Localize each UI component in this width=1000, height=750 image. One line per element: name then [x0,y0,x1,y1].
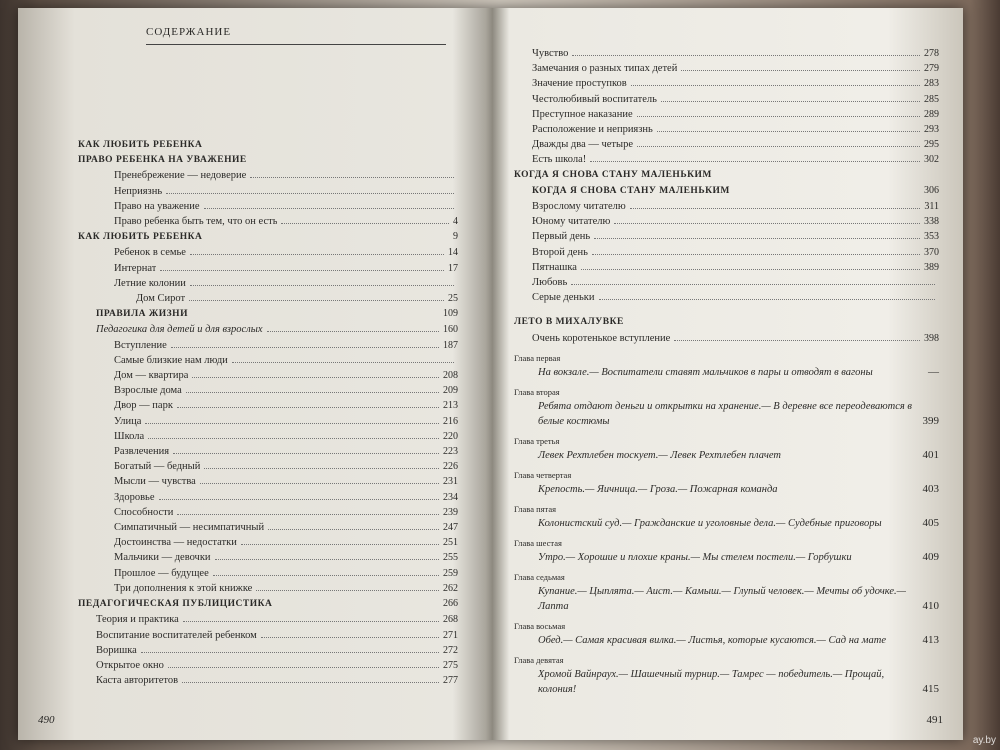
toc-entry-page: 234 [443,491,458,503]
left-toc [78,138,458,688]
toc-entry-title: Второй день [532,246,588,258]
toc-entry-title: ПРАВО РЕБЕНКА НА УВАЖЕНИЕ [78,155,247,166]
toc-entry-page: 338 [924,216,939,228]
toc-entry-page: 285 [924,93,939,105]
chapter-entry [514,399,939,429]
toc-entry-title: Воспитание воспитателей ребенком [96,629,257,641]
toc-entry-title: Богатый — бедный [114,461,201,473]
chapter-summary: На вокзале.— Воспитатели ставят мальчиков в пары и отводят в вагоны [538,366,873,378]
toc-entry [78,444,458,459]
toc-entry [78,214,458,229]
toc-entry-page: 262 [443,582,458,594]
toc-entry-title: Здоровье [114,491,155,503]
intro-entry [514,331,939,346]
chapter-entry [514,365,939,380]
leader-dots [190,254,444,255]
leader-dots [256,590,439,591]
toc-entry-title: Дважды два — четыре [532,139,633,151]
leader-dots [183,621,439,622]
chapter-page: 409 [922,550,939,563]
leader-dots [281,223,449,224]
toc-entry-title: Педагогика для детей и для взрослых [96,324,263,336]
toc-section-heading [78,153,458,168]
leader-dots [171,347,439,348]
leader-dots [200,483,439,484]
toc-entry-page: 266 [443,598,458,610]
toc-entry [514,76,939,91]
chapter-entry [514,667,939,697]
toc-entry-title: Преступное наказание [532,108,633,120]
leader-dots [148,438,439,439]
toc-entry [514,61,939,76]
left-page [18,8,488,740]
toc-entry-page: 247 [443,522,458,534]
leader-dots [261,637,439,638]
toc-entry-page: 293 [924,124,939,136]
leader-dots [581,269,920,270]
toc-entry [514,92,939,107]
toc-entry-title: Каста авторитетов [96,675,179,687]
toc-entry [514,199,939,214]
chapter-entry [514,516,939,531]
leader-dots [232,362,454,363]
toc-entry-title: Три дополнения к этой книжке [114,582,253,594]
leader-dots [213,575,439,576]
chapter-entry [514,584,939,614]
toc-entry [78,535,458,550]
toc-entry [514,122,939,137]
toc-entry-title: Пятнашка [532,261,577,273]
chapter-summary: Хромой Вайнраух.— Шашечный турнир.— Тамрес — победитель.— Прощай, колония! [538,668,885,695]
chapter-label: Глава седьмая [514,571,565,582]
toc-entry [78,398,458,413]
toc-entry-title: Есть школа! [532,154,587,166]
chapter-page: 415 [922,682,939,695]
toc-entry-page: 289 [924,108,939,120]
leader-dots [637,116,920,117]
toc-entry [78,612,458,627]
toc-entry-page: 4 [453,216,458,228]
toc-entry [78,338,458,353]
leader-dots [159,499,440,500]
toc-entry [78,490,458,505]
toc-entry-title: КАК ЛЮБИТЬ РЕБЕНКА [78,232,203,243]
toc-entry-title: Дом — квартира [114,370,189,382]
leader-dots [657,131,920,132]
toc-entry-page: 109 [443,308,458,320]
chapter-summary: Крепость.— Яичница.— Гроза.— Пожарная команда [538,483,778,495]
leader-dots [141,652,439,653]
toc-entry-page: 213 [443,400,458,412]
toc-entry [78,322,458,337]
toc-entry [78,368,458,383]
toc-entry [78,353,458,368]
book-spread [18,8,963,740]
toc-entry [514,152,939,167]
toc-entry [78,184,458,199]
toc-entry-title: ПРАВИЛА ЖИЗНИ [96,309,188,320]
chapter-page: 405 [922,516,939,529]
toc-entry-page: 223 [443,446,458,458]
toc-entry-title: Развлечения [114,446,170,458]
toc-entry-title: Интернат [114,262,157,274]
toc-entry-page: 279 [924,63,939,75]
intro-page: 398 [924,332,939,344]
toc-entry-page: 272 [443,644,458,656]
toc-entry-title: Честолюбивый воспитатель [532,93,657,105]
toc-entry-title: Мальчики — девочки [114,552,211,564]
toc-entry-page: 25 [448,293,458,305]
toc-entry [514,260,939,275]
toc-entry-page: 259 [443,567,458,579]
toc-entry-title: Серые деньки [532,292,595,304]
chapter-entry [514,633,939,648]
toc-entry [78,199,458,214]
toc-entry-title: Замечания о разных типах детей [532,63,678,75]
leader-dots [204,208,454,209]
toc-entry-page: 271 [443,629,458,641]
leader-dots [661,101,920,102]
toc-entry-page: 220 [443,430,458,442]
toc-entry-title: Способности [114,506,174,518]
toc-entry-title: КОГДА Я СНОВА СТАНУ МАЛЕНЬКИМ [514,169,712,180]
leader-dots [267,331,439,332]
leader-dots [173,453,439,454]
chapter-page: — [928,365,939,378]
leader-dots [637,146,920,147]
toc-entry-page: 311 [924,201,939,213]
toc-entry [78,276,458,291]
toc-entry-page: 268 [443,614,458,626]
right-toc [514,46,939,697]
toc-entry [514,214,939,229]
toc-entry-title: Открытое окно [96,659,164,671]
chapter-entry [514,482,939,497]
toc-entry [78,505,458,520]
spacer [514,305,939,315]
toc-entry-page: 14 [448,247,458,259]
toc-entry [78,429,458,444]
chapter-summary: Обед.— Самая красивая вилка.— Листья, которые кусаются.— Сад на мате [538,634,886,646]
toc-entry-page: 389 [924,261,939,273]
leader-dots [592,254,920,255]
toc-section-heading [514,168,939,183]
toc-entry-title: Взрослому читателю [532,201,626,213]
toc-entry-title: Двор — парк [114,400,173,412]
toc-entry [78,459,458,474]
toc-entry [78,291,458,306]
toc-entry [514,245,939,260]
toc-entry [78,261,458,276]
leader-dots [189,300,444,301]
chapter-label: Глава девятая [514,654,564,665]
chapter-label: Глава первая [514,352,561,363]
toc-entry-page: 160 [443,324,458,336]
chapter-entry [514,550,939,565]
toc-entry-page: 251 [443,537,458,549]
chapter-label: Глава третья [514,435,560,446]
leader-dots [177,407,439,408]
toc-entry-page: 278 [924,48,939,59]
right-page-number: 491 [926,714,943,726]
leader-dots [241,544,439,545]
toc-entry [78,658,458,673]
leader-dots [168,667,439,668]
leader-dots [268,529,439,530]
toc-entry-page: 302 [924,154,939,166]
chapter-label: Глава четвертая [514,469,572,480]
running-head: СОДЕРЖАНИЕ [146,26,232,38]
toc-entry-title: Теория и практика [96,614,179,626]
toc-entry-title: Чувство [532,48,569,59]
leader-dots [192,377,439,378]
toc-entry [514,137,939,152]
toc-entry [514,290,939,305]
toc-entry-title: КОГДА Я СНОВА СТАНУ МАЛЕНЬКИМ [532,185,730,196]
chapter-summary: Ребята отдают деньги и открытки на хранение.— В деревне все переодеваются в белые костюмы [538,400,912,427]
toc-entry-title: Летние колонии [114,277,186,289]
leader-dots [630,208,921,209]
toc-entry [78,245,458,260]
chapter-summary: Колонистский суд.— Гражданские и уголовные дела.— Судебные приговоры [538,517,882,529]
chapter-summary: Купание.— Цыплята.— Аист.— Камыш.— Глупый человек.— Мечты об удочке.— Лапта [538,585,907,612]
leader-dots [145,423,439,424]
toc-entry [78,566,458,581]
chapter-page: 403 [922,482,939,495]
toc-entry [78,168,458,183]
toc-entry-page: 187 [443,339,458,351]
leader-dots [160,270,444,271]
leader-dots [182,682,439,683]
toc-entry [78,673,458,688]
leader-dots [590,161,920,162]
toc-entry-title: Значение проступков [532,78,627,90]
leader-dots [674,340,920,341]
toc-entry-page: 283 [924,78,939,90]
toc-entry-title: Первый день [532,231,591,243]
toc-entry-page: 226 [443,461,458,473]
leader-dots [204,468,439,469]
leader-dots [177,514,439,515]
leader-dots [572,55,920,56]
summer-section-title [514,315,939,330]
chapter-summary: Левек Рехтлебен тоскует.— Левек Рехтлебен плачет [538,449,781,461]
toc-entry-page: 275 [443,659,458,671]
chapter-summary: Утро.— Хорошие и плохие краны.— Мы стелем постели.— Горбушки [538,551,852,563]
toc-entry-title: Право на уважение [114,200,200,212]
leader-dots [215,559,439,560]
toc-entry-title: Право ребенка быть тем, что он есть [114,216,278,228]
chapter-page: 401 [922,448,939,461]
chapter-entry [514,448,939,463]
toc-entry [78,520,458,535]
toc-entry [78,628,458,643]
toc-entry-title: Взрослые дома [114,385,182,397]
toc-entry-page: 239 [443,506,458,518]
toc-entry-title: Мысли — чувства [114,476,196,488]
toc-entry-title: ПЕДАГОГИЧЕСКАЯ ПУБЛИЦИСТИКА [78,599,273,610]
toc-entry-page: 231 [443,476,458,488]
toc-entry-page: 306 [924,184,939,196]
toc-entry-page: 295 [924,139,939,151]
toc-entry [78,383,458,398]
right-entries [514,46,939,305]
toc-entry-page: 277 [443,675,458,687]
summer-title-text: ЛЕТО В МИХАЛУВКЕ [514,317,624,328]
intro-text: Очень коротенькое вступление [532,332,671,344]
toc-entry-title: Неприязнь [114,185,163,197]
toc-entry-title: Любовь [532,277,568,289]
toc-entry-title: Улица [114,415,142,427]
toc-entry-title: Самые близкие нам люди [114,354,228,366]
toc-entry-title: КАК ЛЮБИТЬ РЕБЕНКА [78,140,203,150]
toc-section-heading [78,138,458,153]
toc-entry-title: Школа [114,430,145,442]
toc-entry-page: 370 [924,246,939,258]
leader-dots [190,285,454,286]
leader-dots [594,238,920,239]
chapter-label: Глава пятая [514,503,557,514]
toc-entry [514,107,939,122]
toc-entry-title: Ребенок в семье [114,247,186,259]
toc-entry-title: Достоинства — недостатки [114,537,237,549]
toc-entry-page: 353 [924,231,939,243]
leader-dots [681,70,920,71]
head-rule [146,44,446,45]
toc-entry [78,581,458,596]
toc-entry-title: Расположение и неприязнь [532,124,653,136]
toc-entry-title: Пренебрежение — недоверие [114,170,247,182]
toc-entry [514,275,939,290]
toc-section-heading [78,229,458,245]
toc-entry [514,46,939,61]
toc-entry-page: 209 [443,385,458,397]
leader-dots [186,392,439,393]
chapter-label: Глава восьмая [514,620,566,631]
chapter-label: Глава вторая [514,386,560,397]
watermark: ay.by [972,735,996,746]
toc-entry-title: Симпатичный — несимпатичный [114,522,265,534]
toc-entry-title: Вступление [114,339,167,351]
toc-entry [78,474,458,489]
chapters [514,352,939,697]
chapter-page: 399 [922,414,939,427]
left-page-number: 490 [38,714,55,726]
right-page [496,8,963,740]
leader-dots [631,85,920,86]
toc-entry-page: 17 [448,262,458,274]
leader-dots [599,299,935,300]
leader-dots [571,284,935,285]
toc-section-heading [78,596,458,612]
toc-entry-title: Дом Сирот [136,293,186,305]
toc-section-heading [514,183,939,199]
toc-section-heading [78,306,458,322]
leader-dots [250,177,454,178]
toc-entry-page: 255 [443,552,458,564]
leader-dots [166,193,454,194]
toc-entry-page: 216 [443,415,458,427]
leader-dots [614,223,920,224]
chapter-page: 410 [922,599,939,612]
toc-entry-page: 9 [453,231,458,243]
toc-entry-title: Юному читателю [532,216,611,228]
toc-entry [78,643,458,658]
toc-entry [78,414,458,429]
toc-entry [514,229,939,244]
chapter-page: 413 [922,633,939,646]
toc-entry-title: Прошлое — будущее [114,567,209,579]
chapter-label: Глава шестая [514,537,562,548]
toc-entry-page: 208 [443,370,458,382]
toc-entry-title: Воришка [96,644,137,656]
toc-entry [78,550,458,565]
